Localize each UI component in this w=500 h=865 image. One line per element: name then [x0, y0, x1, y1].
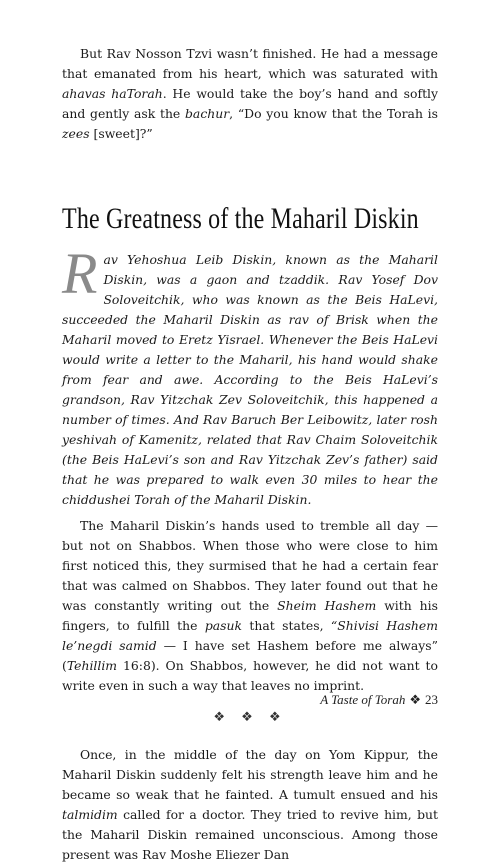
text-run: that states, [242, 618, 331, 633]
italic-term: pasuk [204, 618, 243, 633]
section-heading: The Greatness of the Maharil Diskin [62, 202, 419, 235]
text-run: The Maharil Diskin’s hands used to tremble all day — but not on Shabbos. When those who were close to him first noticed this, they surmised that he had a certain fear that was calmed on Shabbos. They later found out that he was constantly writing out the [62, 518, 438, 613]
italic-term: “Shivisi Hashem le’negdi samid [62, 618, 438, 653]
italic-term: bachur [185, 106, 230, 121]
drop-cap: R [62, 241, 98, 306]
text-run: with his fingers, to fulfill the [62, 598, 438, 633]
text-run: But Rav Nosson Tzvi wasn’t finished. He had a message that emanated from his heart, which was saturated with [62, 46, 438, 81]
body-paragraph-3 [62, 745, 438, 865]
italic-term: Sheim Hashem [277, 598, 377, 613]
lead-paragraph [62, 241, 438, 510]
italic-term: zees [62, 126, 90, 141]
text-run: , “Do you know that the Torah is [229, 106, 438, 121]
page-number: 23 [425, 692, 438, 707]
italic-term: ahavas haTorah [62, 86, 163, 101]
lead-text: av Yehoshua Leib Diskin, known as the Maharil Diskin, was a gaon and tzaddik. Rav Yosef Dov Soloveitchik, who was known as the Beis HaLevi, succeeded the Maharil Diskin as rav of Brisk when the Maharil moved to Eretz Yisrael. Whenever the Beis HaLevi would write a letter to the Maharil, his hand would shake from fear and awe. According to the Beis HaLevi’s grandson, Rav Yitzchak Zev Soloveitchik, this happened a number of times. And Rav Baruch Ber Leibowitz, later rosh yeshivah of Kamenitz, related that Rav Chaim Soloveitchik (the Beis HaLevi’s son and Rav Yitzchak Zev’s father) said that he was prepared to walk even 30 miles to hear the chiddushei Torah of the Maharil Diskin. [62, 252, 438, 507]
text-run: called for a doctor. They tried to revive him, but the Maharil Diskin remained unconscious. Among those present was Rav Moshe Eliezer Dan [62, 807, 438, 862]
text-run: . He would take the boy’s hand and softly and gently ask the [62, 86, 439, 121]
italic-term: Tehillim [66, 658, 118, 673]
text-run: — I have set Hashem before me always” ( [62, 638, 438, 673]
intro-paragraph [62, 44, 438, 144]
text-run: 16:8). On Shabbos, however, he did not want to write even in such a way that leaves no imprint. [62, 658, 438, 693]
book-title: A Taste of Torah [320, 692, 406, 707]
ornament-icon: ❖ [409, 692, 421, 707]
body-paragraph-2 [62, 516, 438, 696]
page-footer [320, 692, 438, 708]
italic-term: talmidim [62, 807, 118, 822]
section-separator: ❖ ❖ ❖ [213, 710, 287, 725]
intro-section [62, 44, 438, 144]
page-body [62, 44, 438, 865]
text-run: [sweet]?” [89, 126, 153, 141]
text-run: Once, in the middle of the day on Yom Kippur, the Maharil Diskin suddenly felt his strength leave him and he became so weak that he fainted. A tumult ensued and his [62, 747, 438, 802]
